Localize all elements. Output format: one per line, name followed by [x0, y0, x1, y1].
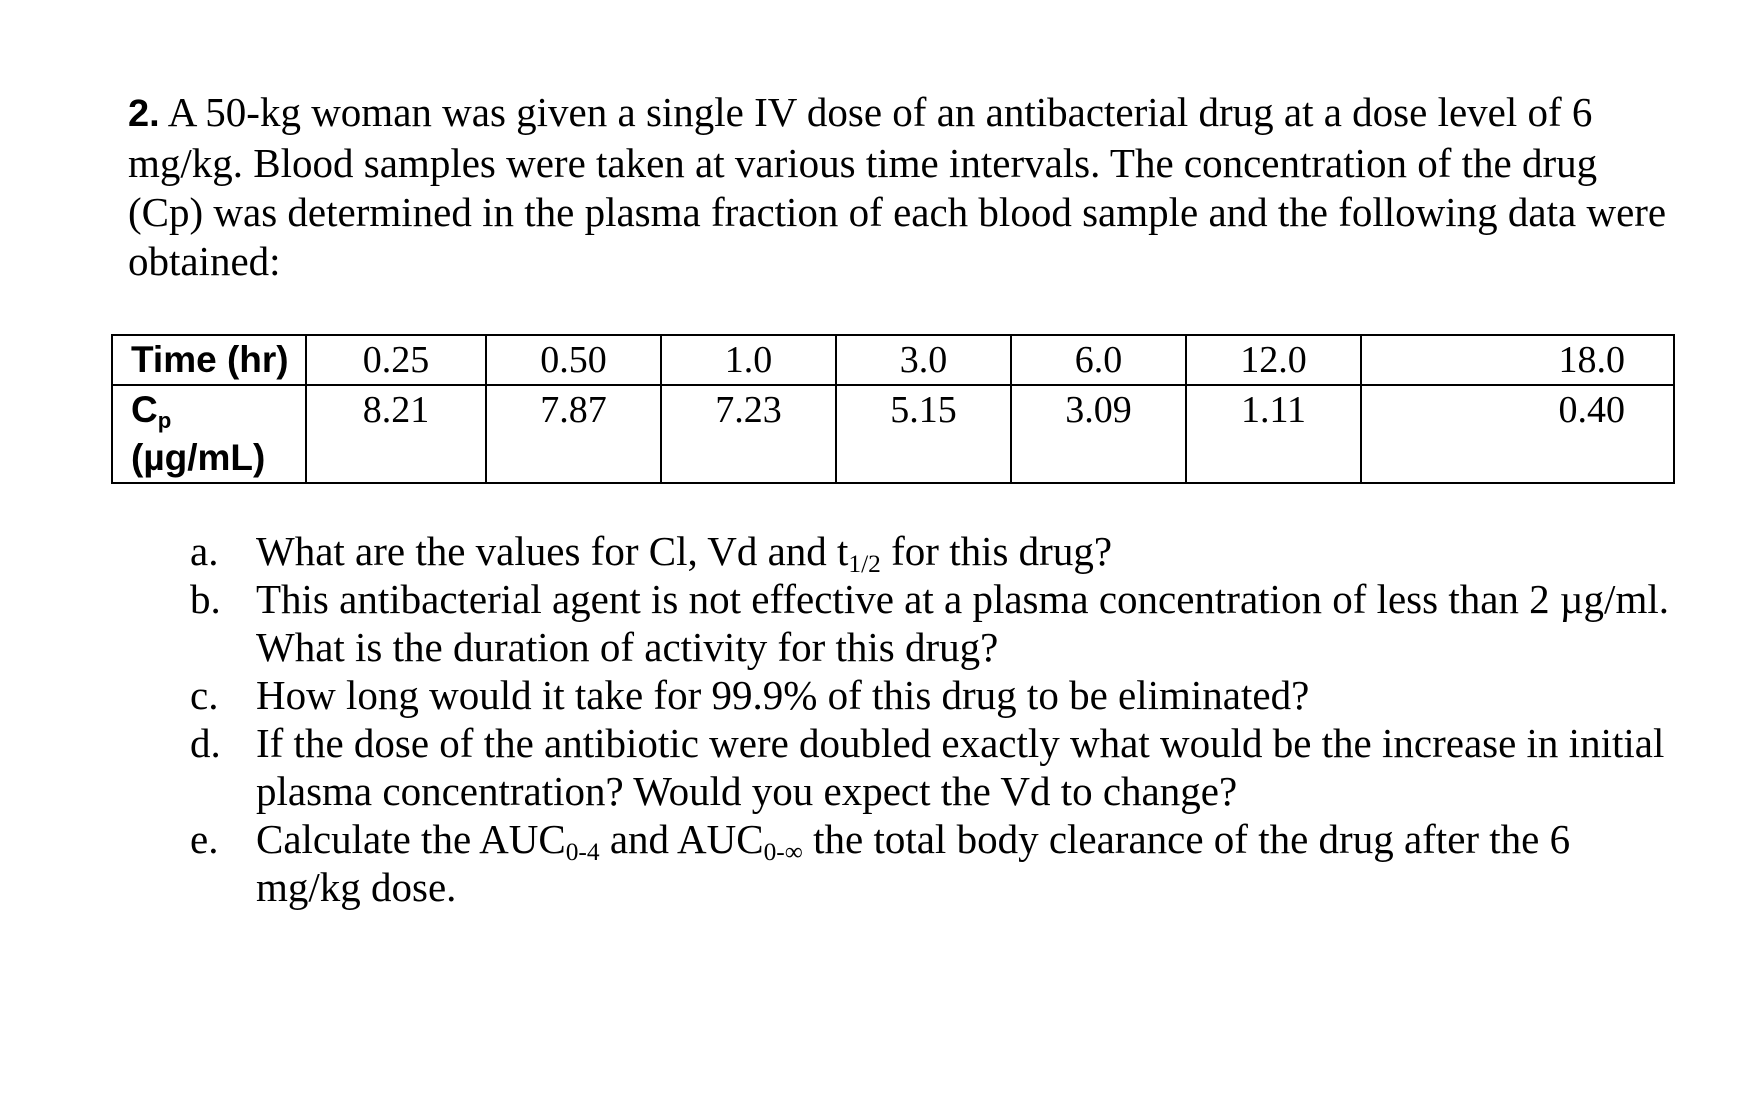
part-e — [190, 815, 1670, 911]
question-parts-list — [190, 527, 1670, 911]
cp-header-main: C — [131, 389, 158, 430]
part-b-marker: b. — [190, 576, 221, 622]
cp-cell: 3.09 — [1011, 385, 1186, 483]
cp-header-unit: (µg/mL) — [131, 437, 266, 478]
concentration-table — [111, 334, 1675, 484]
part-b-text: This antibacterial agent is not effective at a plasma concentration of less than 2 µg/ml. What is the duration of activity for this drug? — [256, 576, 1669, 670]
part-d — [190, 719, 1670, 815]
cp-cell: 1.11 — [1186, 385, 1361, 483]
part-e-text: Calculate the AUC — [256, 816, 566, 862]
question-intro — [128, 88, 1668, 286]
part-a-marker: a. — [190, 528, 219, 574]
time-cell: 6.0 — [1011, 335, 1186, 385]
time-row — [112, 335, 1674, 385]
part-a-text: What are the values for Cl, Vd and t — [256, 528, 849, 574]
part-b — [190, 575, 1670, 671]
time-cell: 18.0 — [1361, 335, 1674, 385]
cp-cell: 5.15 — [836, 385, 1011, 483]
part-e-subscript-1: 0-4 — [565, 838, 600, 867]
cp-cell: 7.87 — [486, 385, 661, 483]
part-a-subscript: 1/2 — [848, 550, 881, 579]
time-cell: 0.25 — [306, 335, 486, 385]
time-cell: 12.0 — [1186, 335, 1361, 385]
time-cell: 3.0 — [836, 335, 1011, 385]
part-c-text: How long would it take for 99.9% of this drug to be eliminated? — [256, 672, 1310, 718]
cp-header-sub: p — [157, 408, 172, 434]
part-d-text: If the dose of the antibiotic were doubled exactly what would be the increase in initial plasma concentration? Would you expect the Vd to change? — [256, 720, 1665, 814]
part-e-text-3: the total body clearance of the drug after the 6 mg/kg dose. — [256, 816, 1571, 910]
cp-header — [112, 385, 306, 483]
cp-cell: 0.40 — [1361, 385, 1674, 483]
part-e-marker: e. — [190, 816, 219, 862]
part-d-marker: d. — [190, 720, 221, 766]
cp-row — [112, 385, 1674, 483]
time-cell: 1.0 — [661, 335, 836, 385]
question-intro-text: A 50-kg woman was given a single IV dose of an antibacterial drug at a dose level of 6 mg/kg. Blood samples were taken at various time intervals. The concentration of the drug (Cp) was determined in the plasma fraction of each blood sample and the following data were obtained: — [128, 89, 1667, 284]
part-a — [190, 527, 1670, 579]
part-e-text-2: and AUC — [599, 816, 764, 862]
question-number: 2. — [128, 93, 160, 135]
part-e-subscript-2: 0-∞ — [763, 838, 803, 867]
cp-cell: 8.21 — [306, 385, 486, 483]
part-c — [190, 671, 1670, 719]
time-header: Time (hr) — [112, 335, 306, 385]
time-cell: 0.50 — [486, 335, 661, 385]
cp-cell: 7.23 — [661, 385, 836, 483]
part-a-text-end: for this drug? — [880, 528, 1113, 574]
part-c-marker: c. — [190, 672, 219, 718]
